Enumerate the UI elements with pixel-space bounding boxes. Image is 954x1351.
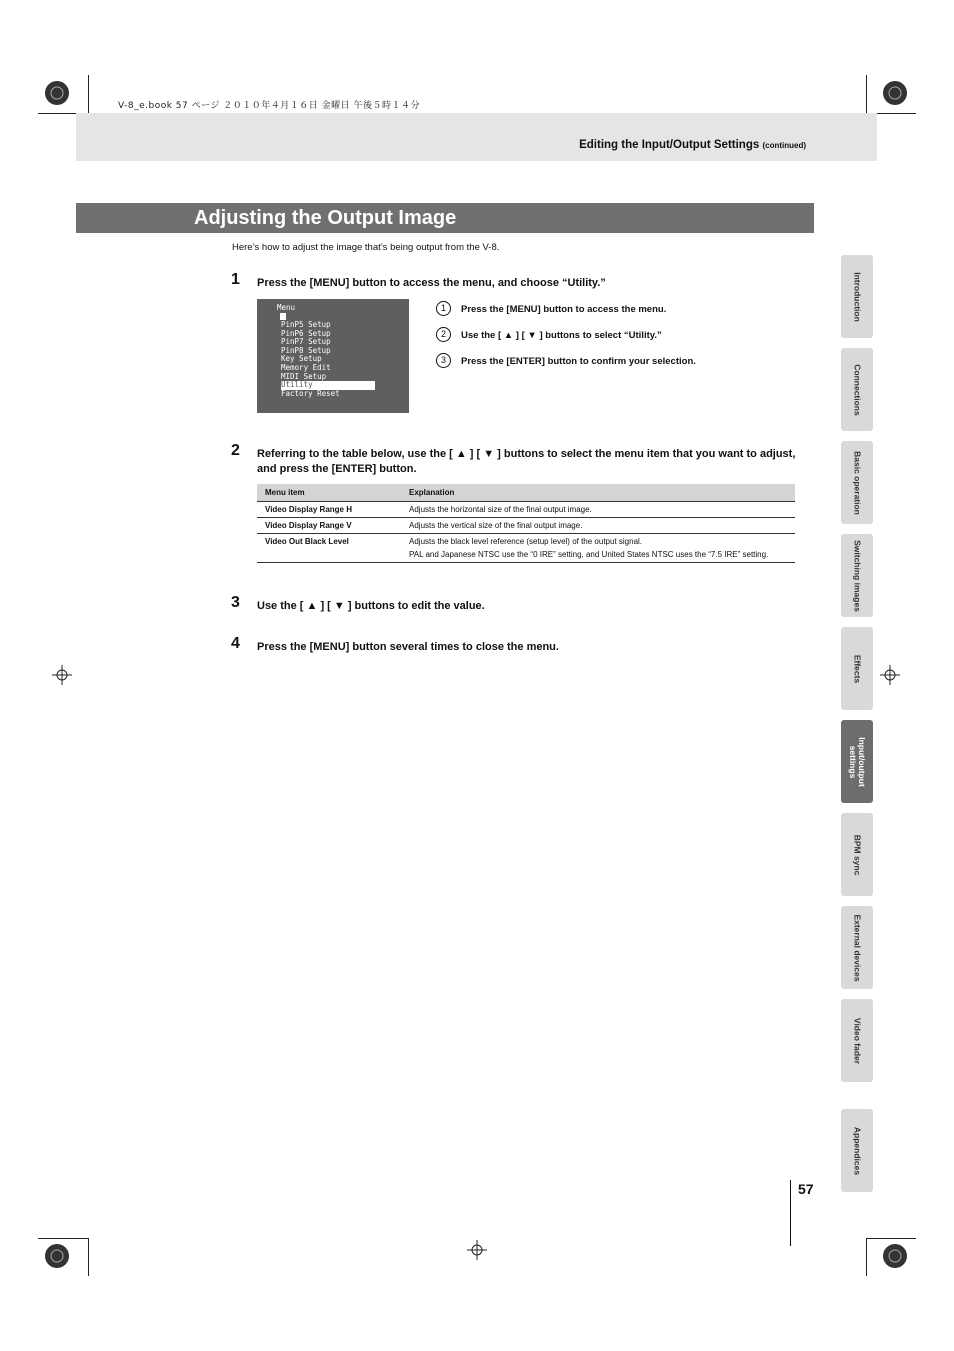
screen-item: PinP8 Setup [281,345,331,355]
step-number: 2 [231,442,240,459]
step-text: Referring to the table below, use the [ ▲ ] [ ▼ ] buttons to select the menu item that you want to adjust, and press the [ENTER] button. [257,448,796,475]
crop-mark [38,1238,88,1239]
table-header: Menu item [257,484,401,502]
side-tab-switching-images[interactable] [841,534,873,617]
running-title [579,139,806,151]
registration-target-icon [882,80,908,106]
crop-mark [866,75,867,113]
substep-text: Press the [MENU] button to access the menu. [461,304,667,315]
menu-item-table [257,484,795,563]
side-tab-introduction[interactable] [841,255,873,338]
step-number: 1 [231,271,240,288]
table-cell-item: Video Display Range H [257,502,401,518]
step-text: Press the [MENU] button to access the menu, and choose “Utility.” [257,277,606,289]
explanation-text: PAL and Japanese NTSC use the “0 IRE” setting, and United States NTSC uses the “7.5 IRE” setting. [409,550,769,559]
side-tab-external-devices[interactable] [841,906,873,989]
step-text: Use the [ ▲ ] [ ▼ ] buttons to edit the value. [257,600,485,612]
registration-target-icon [44,80,70,106]
table-header-row [257,484,795,502]
side-tab-label: Introduction [852,271,863,322]
step-text: Press the [MENU] button several times to close the menu. [257,641,559,653]
screen-item: PinP7 Setup [281,337,331,347]
intro-text: Here’s how to adjust the image that’s being output from the V-8. [232,242,500,253]
explanation-text: Adjusts the black level reference (setup level) of the output signal. [409,537,643,546]
screen-title: Menu [277,303,296,312]
registration-target-icon [882,1243,908,1269]
table-row [257,518,795,534]
cursor-icon [280,313,286,320]
side-tab-input-output-settings[interactable] [841,720,873,803]
side-tab-label: External devices [852,913,863,982]
substep-number: 3 [436,353,451,368]
screen-item: PinP6 Setup [281,328,331,338]
table-cell-item: Video Out Black Level [257,534,401,563]
side-tab-label: Video fader [852,1017,863,1064]
page-number: 57 [798,1181,814,1197]
crop-mark [88,75,89,113]
crop-mark [866,1238,867,1276]
side-tab-connections[interactable] [841,348,873,431]
table-cell-explanation [401,502,795,518]
running-title-main: Editing the Input/Output Settings [579,139,760,151]
screen-item: Memory Edit [281,363,331,372]
crosshair-icon [880,665,900,685]
section-title: Adjusting the Output Image [194,207,457,229]
screen-item-selected: Utility [281,381,375,390]
table-cell-explanation [401,518,795,534]
running-title-suffix: (continued) [762,141,806,150]
side-tab-label: BPM sync [852,834,863,875]
side-tab-label: Connections [852,363,863,416]
substep-number: 1 [436,301,451,316]
table-cell-explanation [401,534,795,563]
substep-text: Press the [ENTER] button to confirm your selection. [461,356,696,367]
substep-text: Use the [ ▲ ] [ ▼ ] buttons to select “Utility.” [461,330,662,341]
section-title-bar [76,203,814,233]
table-row [257,502,795,518]
screen-item: Key Setup [281,354,322,364]
page-number-rule [790,1180,791,1246]
screen-item: PinP5 Setup [281,320,331,329]
step-number: 3 [231,594,240,611]
side-tab-basic-operation[interactable] [841,441,873,524]
screen-item: Factory Reset [281,388,340,398]
table-header: Explanation [401,484,795,502]
side-tab-label: Input/output settings [848,736,867,787]
side-tab-label: Appendices [852,1126,863,1175]
explanation-text: Adjusts the vertical size of the final output image. [409,521,583,530]
crop-mark [88,1238,89,1276]
side-tab-label: Basic operation [852,450,863,515]
step-number: 4 [231,635,240,652]
substep-number: 2 [436,327,451,342]
side-tab-appendices[interactable] [841,1109,873,1192]
explanation-text: Adjusts the horizontal size of the final output image. [409,505,592,514]
header-band [76,113,877,161]
side-tab-effects[interactable] [841,627,873,710]
table-cell-item: Video Display Range V [257,518,401,534]
print-header: V-8_e.book 57 ページ ２０１０年４月１６日 金曜日 午後５時１４分 [118,101,421,111]
side-tab-label: Effects [852,654,863,683]
table-row [257,534,795,563]
side-tab-bpm-sync[interactable] [841,813,873,896]
crosshair-icon [52,665,72,685]
menu-screen [257,299,409,413]
registration-target-icon [44,1243,70,1269]
crop-mark [866,1238,916,1239]
crosshair-icon [467,1240,487,1260]
side-tab-video-fader[interactable] [841,999,873,1082]
side-tab-label: Switching images [852,539,863,612]
screen-item: MIDI Setup [281,371,327,381]
